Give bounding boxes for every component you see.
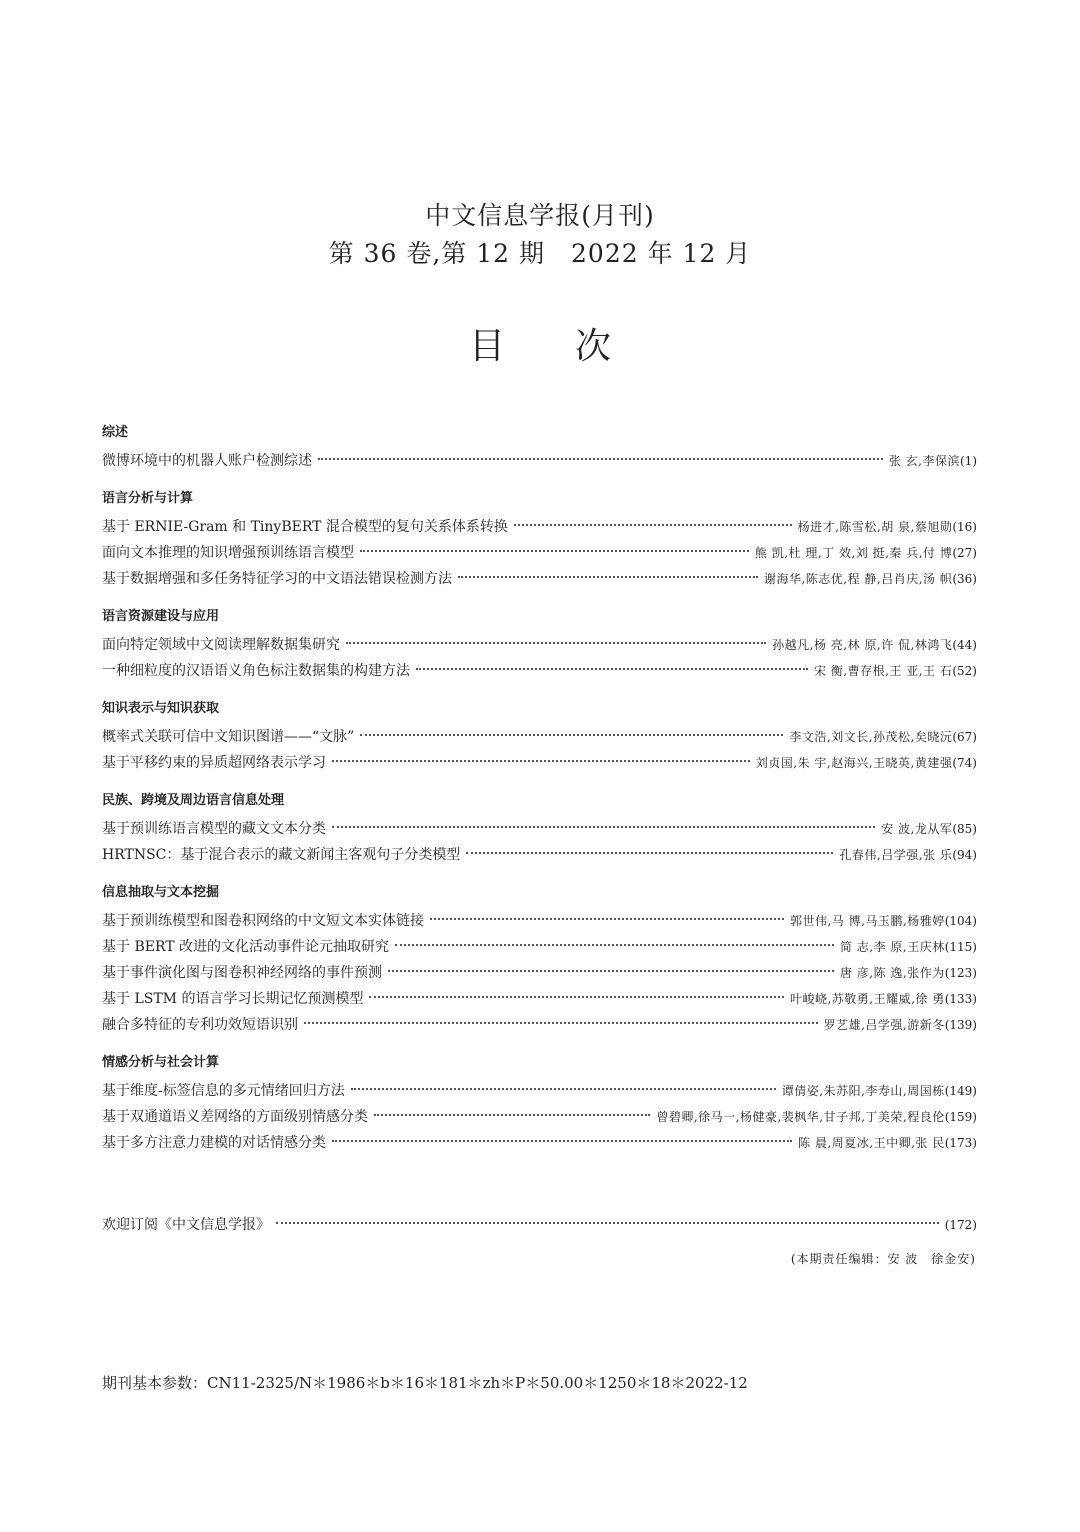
toc-entry[interactable] bbox=[102, 842, 977, 868]
entry-page: (85) bbox=[952, 822, 977, 836]
entry-title: 概率式关联可信中文知识图谱——“文脉” bbox=[102, 729, 355, 745]
leader-dots bbox=[304, 1022, 818, 1024]
entry-title: 基于 BERT 改进的文化活动事件论元抽取研究 bbox=[102, 939, 390, 955]
entry-authors: 唐 彦,陈 逸,张作为 bbox=[839, 966, 945, 980]
leader-dots bbox=[332, 1140, 792, 1142]
toc-section bbox=[102, 418, 977, 474]
entry-title: 基于双通道语义差网络的方面级别情感分类 bbox=[102, 1109, 368, 1125]
entry-authors: 孔春伟,吕学强,张 乐 bbox=[839, 848, 953, 862]
entry-authors: 孙越凡,杨 亮,林 原,许 侃,林鸿飞 bbox=[772, 638, 953, 652]
toc-entry[interactable] bbox=[102, 514, 977, 540]
toc-entry[interactable] bbox=[102, 986, 977, 1012]
entry-authors: 简 志,李 原,王庆林 bbox=[839, 940, 945, 954]
toc-heading: 目次 bbox=[468, 326, 681, 367]
leader-dots bbox=[395, 944, 834, 946]
entry-authors: 罗艺雄,吕学强,游新冬 bbox=[823, 1018, 945, 1032]
toc-entry[interactable] bbox=[102, 1078, 977, 1104]
toc-entry[interactable] bbox=[102, 1104, 977, 1130]
entry-title: 基于事件演化图与图卷积神经网络的事件预测 bbox=[102, 965, 382, 981]
entry-page: (133) bbox=[944, 992, 977, 1006]
entry-page: (36) bbox=[952, 572, 977, 586]
section-title: 信息抽取与文本挖掘 bbox=[102, 885, 220, 900]
params-value: CN11-2325/N＊1986＊b＊16＊181＊zh＊P＊50.00＊1250＊18＊2022-12 bbox=[207, 1374, 748, 1392]
leader-dots bbox=[351, 1088, 776, 1090]
toc-sections bbox=[102, 418, 977, 1166]
entry-title: 融合多特征的专利功效短语识别 bbox=[102, 1017, 298, 1033]
toc-section bbox=[102, 878, 977, 1038]
entry-title: 基于 LSTM 的语言学习长期记忆预测模型 bbox=[102, 991, 364, 1007]
entry-authors: 杨进才,陈雪松,胡 泉,蔡旭勋 bbox=[797, 520, 953, 534]
leader-dots bbox=[458, 576, 758, 578]
section-title: 语言资源建设与应用 bbox=[102, 609, 220, 624]
toc-entry[interactable] bbox=[102, 934, 977, 960]
entry-page: (123) bbox=[944, 966, 977, 980]
entry-authors: 熊 凯,杜 理,丁 效,刘 挺,秦 兵,付 博 bbox=[754, 546, 953, 560]
entry-page: (52) bbox=[952, 664, 977, 678]
leader-dots bbox=[466, 852, 833, 854]
section-title: 语言分析与计算 bbox=[102, 491, 194, 506]
entry-authors: 宋 衡,曹存根,王 亚,王 石 bbox=[813, 664, 953, 678]
entry-title: 基于维度-标签信息的多元情绪回归方法 bbox=[102, 1083, 345, 1099]
entry-title: HRTNSC：基于混合表示的藏文新闻主客观句子分类模型 bbox=[102, 847, 461, 863]
leader-dots bbox=[276, 1222, 939, 1224]
entry-title: 面向特定领域中文阅读理解数据集研究 bbox=[102, 637, 340, 653]
entry-authors: 张 玄,李保滨 bbox=[888, 454, 960, 468]
toc-entry[interactable] bbox=[102, 540, 977, 566]
entry-page: (67) bbox=[952, 730, 977, 744]
entry-title: 基于预训练模型和图卷积网络的中文短文本实体链接 bbox=[102, 913, 424, 929]
entry-page: (115) bbox=[944, 940, 977, 954]
leader-dots bbox=[388, 970, 834, 972]
entry-title: 基于多方注意力建模的对话情感分类 bbox=[102, 1135, 326, 1151]
toc-entry[interactable] bbox=[102, 1012, 977, 1038]
entry-page: (104) bbox=[944, 914, 977, 928]
leader-dots bbox=[430, 918, 784, 920]
section-title: 综述 bbox=[102, 425, 129, 440]
journal-title: 中文信息学报(月刊) bbox=[425, 201, 655, 230]
entry-title: 基于预训练语言模型的藏文文本分类 bbox=[102, 821, 326, 837]
editor-note: (本期责任编辑：安 波 徐金安) bbox=[790, 1252, 976, 1266]
entry-page: (173) bbox=[944, 1136, 977, 1150]
toc-section bbox=[102, 694, 977, 776]
toc-section bbox=[102, 484, 977, 592]
entry-title: 基于数据增强和多任务特征学习的中文语法错误检测方法 bbox=[102, 571, 452, 587]
entry-title: 微博环境中的机器人账户检测综述 bbox=[102, 453, 312, 469]
leader-dots bbox=[369, 996, 783, 998]
entry-title: 基于 ERNIE-Gram 和 TinyBERT 混合模型的复句关系体系转换 bbox=[102, 519, 508, 535]
toc-entry[interactable] bbox=[102, 816, 977, 842]
entry-page: (159) bbox=[944, 1110, 977, 1124]
leader-dots bbox=[318, 458, 883, 460]
params-label: 期刊基本参数： bbox=[102, 1374, 208, 1392]
toc-section bbox=[102, 786, 977, 868]
toc-entry[interactable] bbox=[102, 448, 977, 474]
toc-entry[interactable] bbox=[102, 632, 977, 658]
toc-entry[interactable] bbox=[102, 750, 977, 776]
leader-dots bbox=[374, 1114, 650, 1116]
entry-page: (27) bbox=[952, 546, 977, 560]
entry-authors: 曾碧卿,徐马一,杨健豪,裴枫华,甘子邦,丁美荣,程良伦 bbox=[656, 1110, 945, 1124]
entry-page: (16) bbox=[952, 520, 977, 534]
leader-dots bbox=[360, 734, 783, 736]
entry-page: (44) bbox=[952, 638, 977, 652]
entry-title: 一种细粒度的汉语语义角色标注数据集的构建方法 bbox=[102, 663, 410, 679]
leader-dots bbox=[346, 642, 766, 644]
entry-authors: 谭倩姿,朱苏阳,李寿山,周国栋 bbox=[781, 1084, 945, 1098]
entry-page: (139) bbox=[944, 1018, 977, 1032]
subscribe-page: (172) bbox=[944, 1218, 977, 1232]
entry-authors: 安 波,龙从军 bbox=[881, 822, 953, 836]
toc-entry[interactable] bbox=[102, 566, 977, 592]
toc-entry[interactable] bbox=[102, 724, 977, 750]
section-title: 民族、跨境及周边语言信息处理 bbox=[102, 793, 285, 808]
leader-dots bbox=[360, 550, 749, 552]
toc-entry[interactable] bbox=[102, 658, 977, 684]
entry-authors: 陈 晨,周夏冰,王中卿,张 民 bbox=[798, 1136, 945, 1150]
leader-dots bbox=[332, 760, 750, 762]
section-title: 情感分析与社会计算 bbox=[102, 1055, 220, 1070]
subscribe-entry[interactable] bbox=[102, 1212, 977, 1238]
toc-entry[interactable] bbox=[102, 908, 977, 934]
entry-page: (94) bbox=[952, 848, 977, 862]
toc-entry[interactable] bbox=[102, 960, 977, 986]
entry-authors: 郭世伟,马 博,马玉鹏,杨雅婷 bbox=[789, 914, 945, 928]
entry-page: (74) bbox=[952, 756, 977, 770]
issue-line: 第 36 卷,第 12 期 2022 年 12 月 bbox=[328, 239, 752, 268]
subscribe-title: 欢迎订阅《中文信息学报》 bbox=[102, 1217, 270, 1233]
entry-page: (149) bbox=[944, 1084, 977, 1098]
entry-authors: 李文浩,刘文长,孙茂松,矣晓沅 bbox=[789, 730, 953, 744]
entry-page: (1) bbox=[960, 454, 977, 468]
entry-authors: 叶峻峣,苏敬勇,王耀威,徐 勇 bbox=[789, 992, 945, 1006]
entry-authors: 刘贞国,朱 宇,赵海兴,王晓英,黄建强 bbox=[755, 756, 953, 770]
entry-title: 面向文本推理的知识增强预训练语言模型 bbox=[102, 545, 354, 561]
entry-title: 基于平移约束的异质超网络表示学习 bbox=[102, 755, 326, 771]
entry-authors: 谢海华,陈志优,程 静,吕肖庆,汤 帜 bbox=[763, 572, 953, 586]
leader-dots bbox=[514, 524, 792, 526]
toc-section bbox=[102, 602, 977, 684]
toc-section bbox=[102, 1048, 977, 1156]
toc-entry[interactable] bbox=[102, 1130, 977, 1156]
section-title: 知识表示与知识获取 bbox=[102, 701, 220, 716]
leader-dots bbox=[416, 668, 808, 670]
journal-params bbox=[102, 1372, 748, 1393]
leader-dots bbox=[332, 826, 875, 828]
